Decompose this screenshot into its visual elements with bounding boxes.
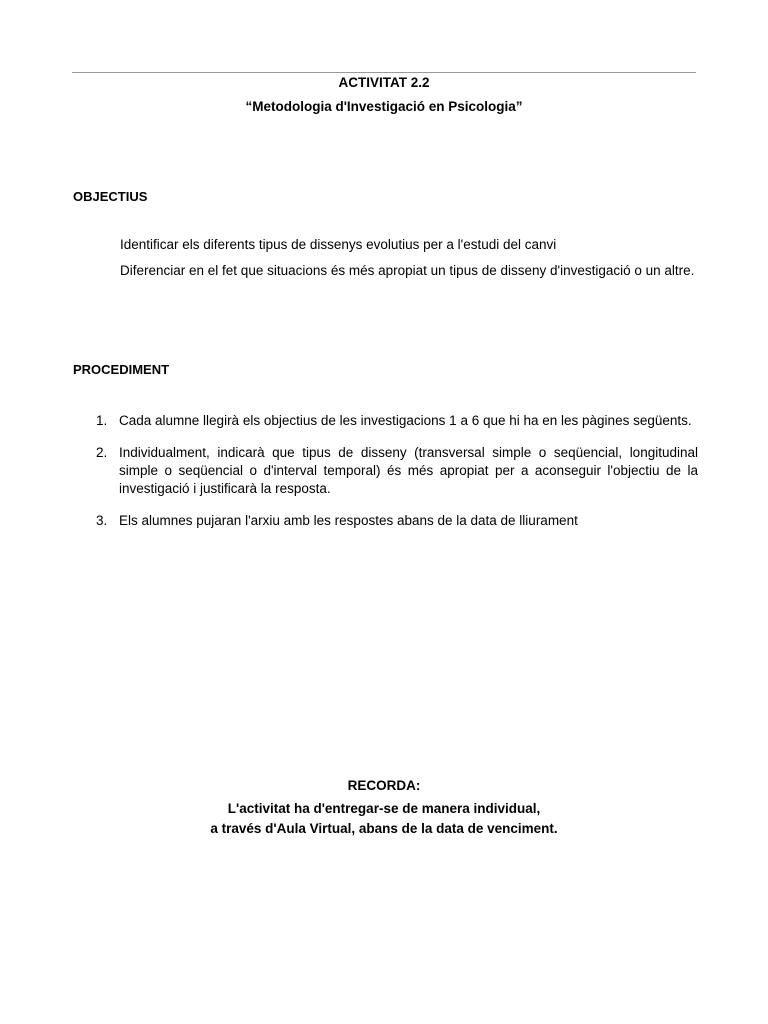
step-text: Els alumnes pujaran l'arxiu amb les respostes abans de la data de lliurament	[119, 513, 578, 528]
procedure-step	[96, 512, 698, 530]
step-number: 2.	[96, 445, 108, 460]
reminder-heading: RECORDA:	[347, 778, 421, 793]
reminder-line: L'activitat ha d'entregar-se de manera individual,	[227, 801, 541, 816]
objective-item: Identificar els diferents tipus de dissenys evolutius per a l'estudi del canvi	[120, 237, 557, 252]
step-text: Individualment, indicarà que tipus de disseny (transversal simple o seqüencial, longitudinal simple o seqüencial o d'interval temporal) és més apropiat per a aconseguir l'objectiu de la investigació i justificarà la resposta.	[119, 445, 698, 496]
reminder-line: a través d'Aula Virtual, abans de la data de venciment.	[210, 821, 558, 836]
procedure-heading: PROCEDIMENT	[73, 362, 170, 377]
step-number: 3.	[96, 513, 108, 528]
header-rule	[72, 72, 696, 73]
activity-title: “Metodologia d'Investigació en Psicologia”	[245, 99, 523, 114]
procedure-step	[96, 412, 698, 430]
step-number: 1.	[96, 413, 108, 428]
objectives-heading: OBJECTIUS	[73, 189, 148, 204]
procedure-step	[96, 444, 698, 498]
objective-item: Diferenciar en el fet que situacions és més apropiat un tipus de disseny d'investigació o un altre.	[120, 263, 695, 278]
activity-code: ACTIVITAT 2.2	[338, 75, 430, 90]
step-text: Cada alumne llegirà els objectius de les investigacions 1 a 6 que hi ha en les pàgines següents.	[119, 413, 692, 428]
